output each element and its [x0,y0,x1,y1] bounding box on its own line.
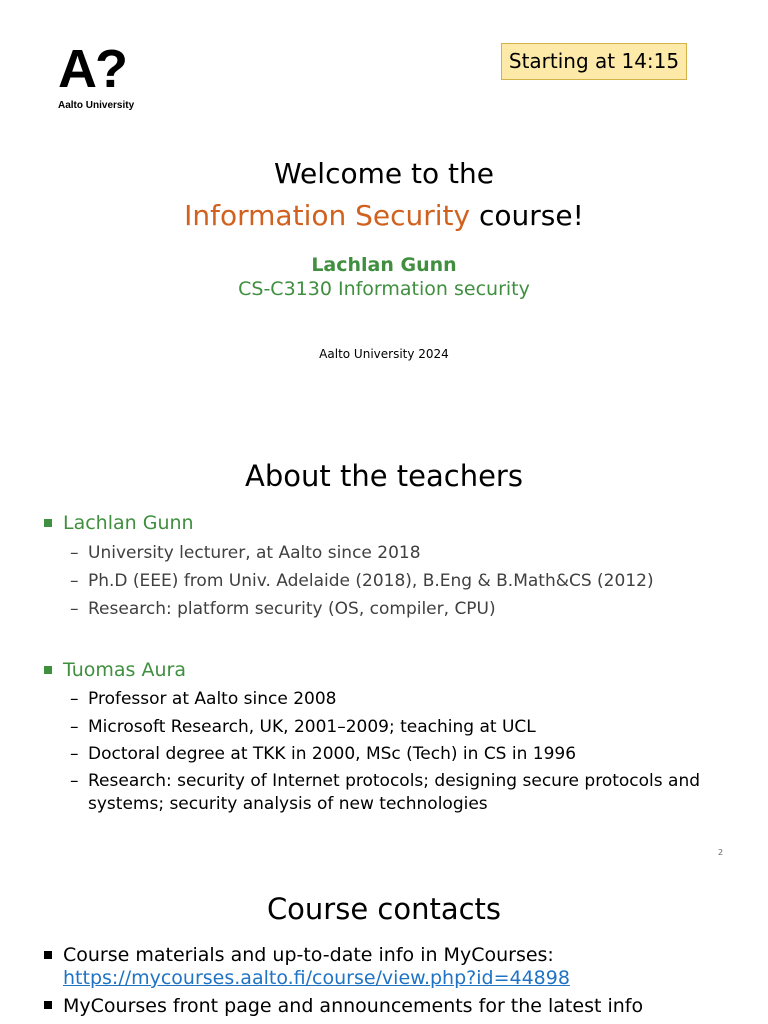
list-item: – Microsoft Research, UK, 2001–2009; teaching at UCL [70,717,536,737]
teacher-name: Tuomas Aura [63,659,186,681]
teacher-name: Lachlan Gunn [63,512,194,534]
title-rest: course! [470,199,584,232]
title-line-1: Welcome to the [274,157,494,190]
logo-text: Aalto University [58,100,135,111]
list-item-continuation: systems; security analysis of new technologies [88,794,488,814]
affiliation: Aalto University 2024 [319,347,449,361]
mycourses-link[interactable]: https://mycourses.aalto.fi/course/view.php?id=44898 [63,967,570,989]
list-item: – Research: security of Internet protocols; designing secure protocols and [70,771,701,791]
bullet-square [44,951,52,959]
contacts-bullet-text: Course materials and up-to-date info in MyCourses: [63,944,554,966]
list-item: – University lecturer, at Aalto since 2018 [70,543,421,563]
course-code: CS-C3130 Information security [238,278,530,300]
contacts-bullet-text: MyCourses front page and announcements for the latest info [63,995,644,1017]
logo-mark: A? [58,39,126,99]
list-item: – Research: platform security (OS, compiler, CPU) [70,599,496,619]
bullet-square [44,1001,52,1009]
page-number: 2 [718,848,724,857]
list-item: – Ph.D (EEE) from Univ. Adelaide (2018), B.Eng & B.Math&CS (2012) [70,571,654,591]
list-item: – Doctoral degree at TKK in 2000, MSc (Tech) in CS in 1996 [70,744,577,764]
bullet-square [44,666,52,674]
title-line-2 [0,196,768,236]
teachers-heading: About the teachers [245,459,523,493]
contacts-heading: Course contacts [266,892,502,926]
title-highlight: Information Security [184,199,471,232]
author-name: Lachlan Gunn [311,254,457,276]
bullet-square [44,519,52,527]
start-time-badge: Starting at 14:15 [501,43,687,80]
list-item: – Professor at Aalto since 2008 [70,689,337,709]
